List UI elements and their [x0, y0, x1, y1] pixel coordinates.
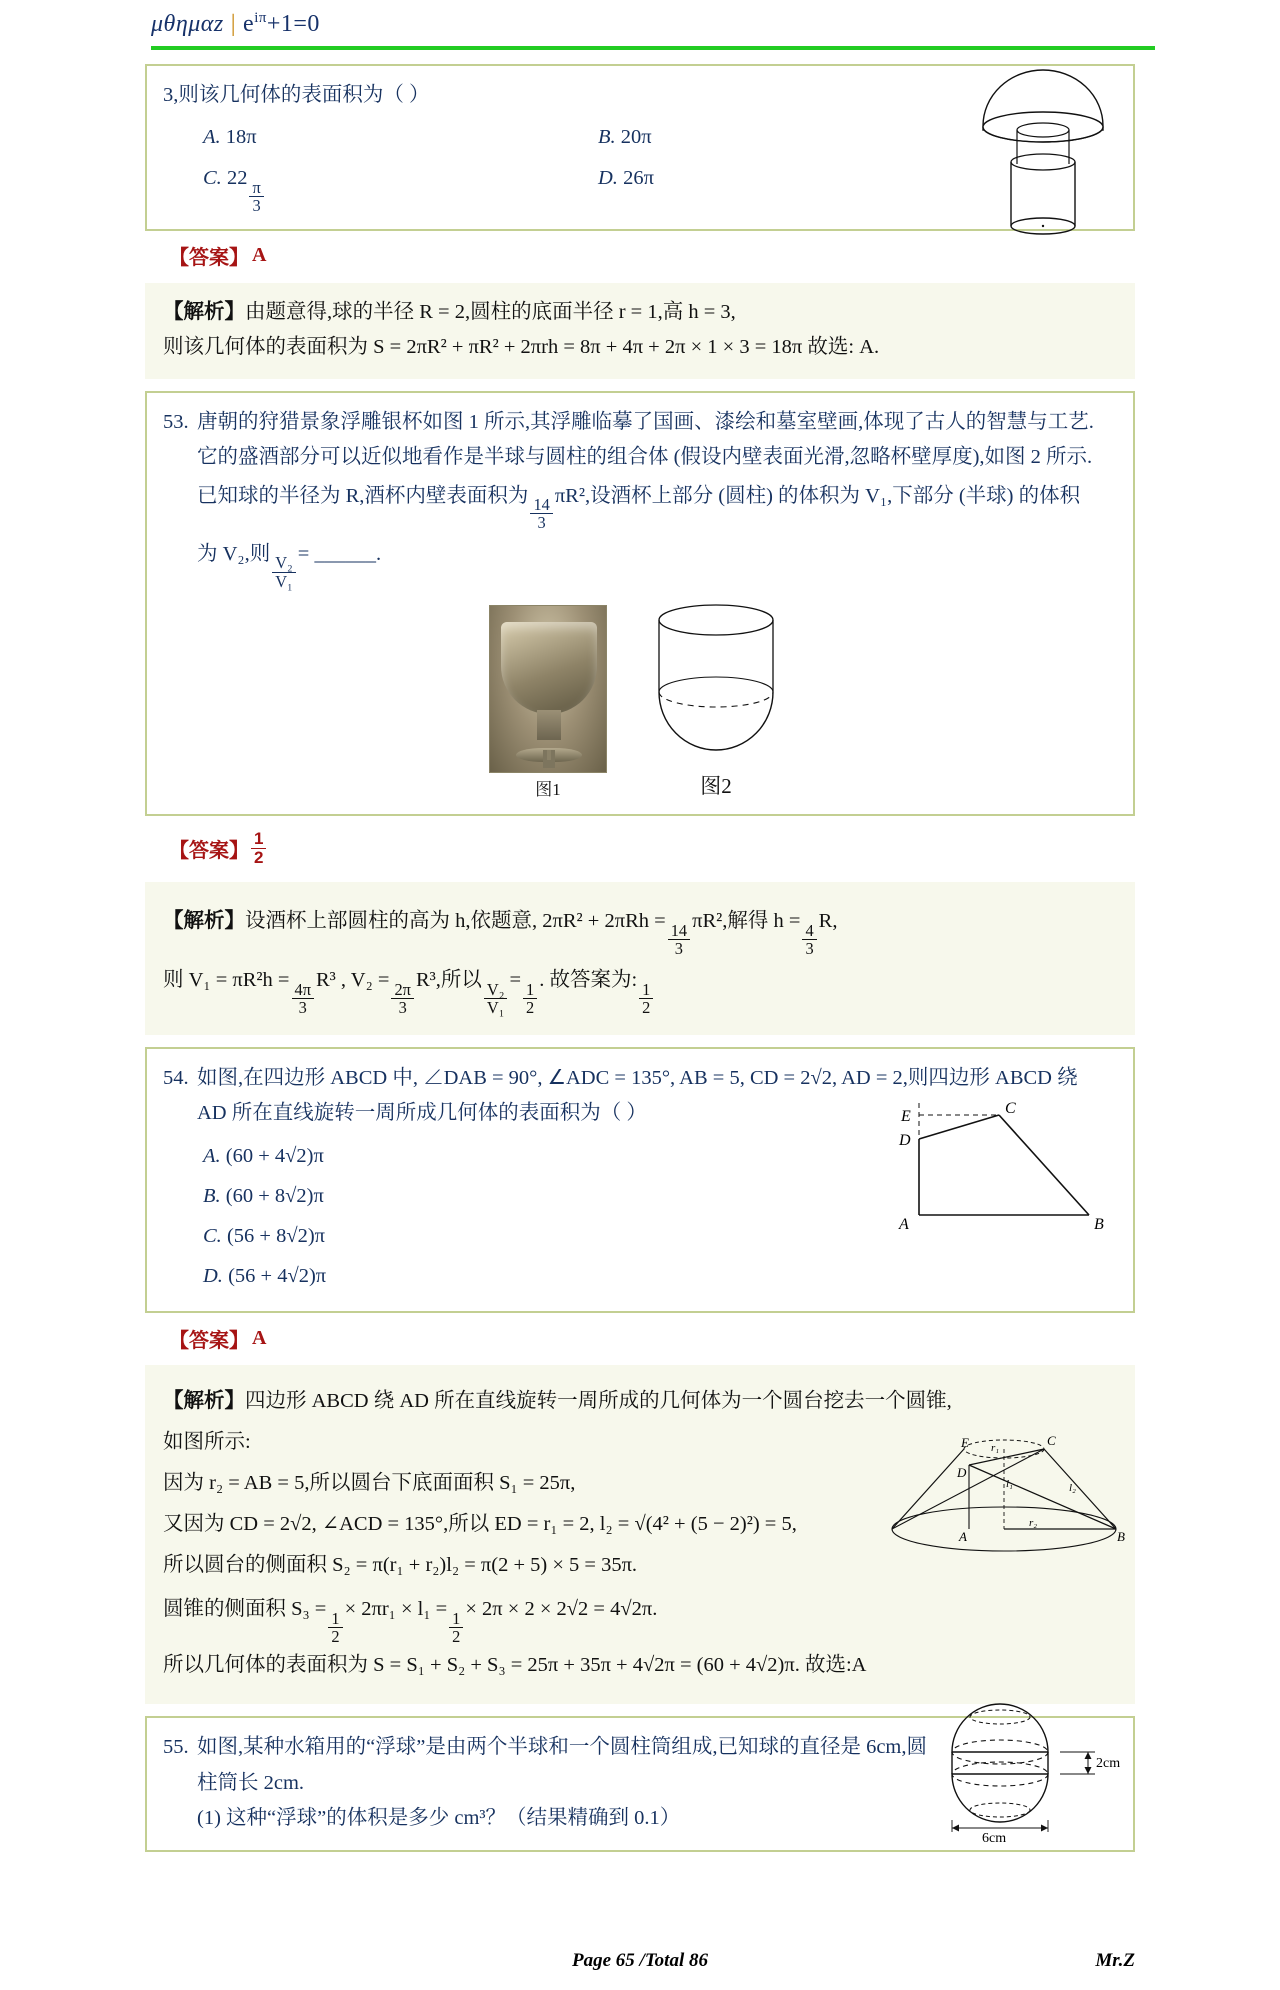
- q52-solution-label: 【解析】: [163, 300, 245, 323]
- q54-sol-label-C: C: [1047, 1433, 1056, 1449]
- question-55-box: [145, 1716, 1135, 1852]
- q54-quadrilateral-figure: [889, 1097, 1119, 1232]
- q54-label-E: E: [901, 1107, 911, 1125]
- q53-figure-1-caption: 图1: [535, 780, 561, 800]
- q54-option-D[interactable]: [163, 1257, 1117, 1297]
- q52-answer: [169, 241, 1135, 271]
- q54-sol-label-A: A: [959, 1529, 967, 1545]
- q54-option-C-label: C.: [203, 1225, 222, 1248]
- q52-solution-line-2: 则该几何体的表面积为 S = 2πR² + πR² + 2πrh = 8π + 4π + 2π × 1 × 3 = 18π 故选: A.: [163, 335, 880, 358]
- q55-float-ball-figure: [920, 1692, 1135, 1842]
- q53-sol-2d: =: [509, 969, 522, 992]
- q53-line-2: [163, 440, 1117, 475]
- q55-line-3: [163, 1801, 913, 1836]
- q54-label-D: D: [899, 1131, 911, 1149]
- q53-sol-frac-4pi-3: $\frac{4\pi}{3}$: [292, 981, 314, 1017]
- question-54-box: [145, 1047, 1135, 1313]
- question-52-box: [145, 64, 1135, 231]
- q52-option-row-1: [163, 117, 933, 158]
- q55-number: 55.: [163, 1736, 189, 1759]
- q54-sol-label-E: E: [961, 1435, 969, 1451]
- q53-sol-frac-v2-v1: $\frac{\text{V₂}}{\text{V₁}}$: [484, 981, 508, 1017]
- q53-figure-2: [641, 600, 791, 800]
- q53-sol-frac-4-3: $\frac{4}{3}$: [802, 922, 816, 958]
- q54-answer-value: A: [252, 1326, 267, 1349]
- q55-line-1: [163, 1730, 927, 1765]
- q52-option-B[interactable]: [588, 117, 652, 158]
- q54-sol-line-1: [163, 1381, 1117, 1422]
- page-footer: [125, 1950, 1155, 1972]
- q53-fraction-14-3: $\frac{14}{3}$: [530, 496, 552, 532]
- q54-solution-label: 【解析】: [163, 1390, 245, 1413]
- q54-option-D-label: D.: [203, 1265, 223, 1288]
- q54-number: 54.: [163, 1066, 189, 1089]
- brand-formula-exponent: iπ: [254, 10, 267, 26]
- brand-title: [125, 10, 1155, 38]
- q55-label-6cm: 6cm: [982, 1831, 1007, 1843]
- q53-sol-frac-14-3: $\frac{14}{3}$: [668, 922, 690, 958]
- q53-sol-2a: 则 V₁ = πR²h =: [163, 969, 290, 992]
- q54-option-C-text: (56 + 8√2)π: [226, 1225, 326, 1248]
- q55-text-1: 如图,某种水箱用的“浮球”是由两个半球和一个圆柱筒组成,已知球的直径是 6cm,圆: [197, 1736, 927, 1759]
- q53-figure-1: [489, 605, 607, 800]
- q55-line-2: [163, 1766, 913, 1801]
- q52-option-A-label: A.: [203, 126, 221, 149]
- q53-fraction-v2-v1: $\frac{\text{V₂}}{\text{V₁}}$: [272, 554, 296, 590]
- q52-option-C-label: C.: [203, 167, 222, 190]
- q53-sol-frac-2pi-3: $\frac{2\pi}{3}$: [391, 981, 413, 1017]
- q53-figures: [163, 600, 1117, 800]
- q54-option-A-text: (60 + 4√2)π: [225, 1145, 324, 1168]
- q53-number: 53.: [163, 411, 189, 434]
- q55-label-2cm: 2cm: [1096, 1756, 1121, 1772]
- q52-option-A[interactable]: [163, 117, 588, 158]
- q53-text-4b: = ______.: [297, 542, 382, 565]
- q52-option-A-text: 18π: [225, 126, 257, 149]
- q53-solution-label: 【解析】: [163, 910, 245, 933]
- q54-sol-label-r2: r₂: [1029, 1517, 1038, 1530]
- q54-answer-label: 【答案】: [169, 1329, 249, 1352]
- q54-sol-line-5: 所以圆台的侧面积 S₂ = π(r₁ + r₂)l₂ = π(2 + 5) × 5 = 35π.: [163, 1554, 638, 1577]
- q53-solution-line-2: [163, 957, 1117, 1016]
- q53-solution-box: [145, 882, 1135, 1035]
- q53-sol-1b: πR²,解得 h =: [692, 910, 801, 933]
- q52-option-D[interactable]: [588, 158, 654, 214]
- q54-label-C: C: [1005, 1099, 1016, 1117]
- q54-sol-frac-1-2b: $\frac{1}{2}$: [449, 1610, 463, 1646]
- q52-solid-figure: [963, 64, 1123, 239]
- q52-option-C-fraction: $\frac{\pi}{3}$: [249, 179, 263, 215]
- q52-option-C-text: 22: [226, 167, 248, 190]
- brand-formula-rest: +1=0: [266, 11, 320, 37]
- q53-solution-line-1: [163, 898, 1117, 957]
- q53-text-3a: 已知球的半径为 R,酒杯内壁表面积为: [197, 484, 529, 507]
- q54-sol-label-l2: l₂: [1069, 1482, 1076, 1495]
- q54-option-A-label: A.: [203, 1145, 221, 1168]
- q54-label-A: A: [899, 1215, 909, 1232]
- q53-sol-2e: . 故答案为:: [539, 969, 638, 992]
- q54-sol-line-3: 因为 r₂ = AB = 5,所以圆台下底面面积 S₁ = 25π,: [163, 1472, 576, 1495]
- header-rule: [151, 46, 1155, 50]
- q54-sol-line-7: 所以几何体的表面积为 S = S₁ + S₂ + S₃ = 25π + 35π + 4√2π = (60 + 4√2)π. 故选:A: [163, 1654, 867, 1677]
- q54-line-1: [163, 1061, 1117, 1096]
- q52-answer-label: 【答案】: [169, 247, 249, 270]
- page-number: Page 65 /Total 86: [572, 1950, 708, 1971]
- q52-option-row-2: [163, 158, 933, 214]
- q54-sol-6a: 圆锥的侧面积 S₃ =: [163, 1598, 327, 1621]
- author-signature: Mr.Z: [1095, 1950, 1135, 1971]
- q54-solution-box: [145, 1365, 1135, 1704]
- q54-option-B-text: (60 + 8√2)π: [225, 1185, 324, 1208]
- quadrilateral-abcd-svg: [889, 1097, 1119, 1232]
- q53-text-4a: 为 V₂,则: [197, 542, 271, 565]
- q55-text-2: 柱筒长 2cm.: [197, 1771, 305, 1794]
- q52-options: [163, 117, 933, 214]
- q53-line-4: [163, 532, 1117, 590]
- q54-sol-text-1: 四边形 ABCD 绕 AD 所在直线旋转一周所成的几何体为一个圆台挖去一个圆锥,: [245, 1390, 952, 1413]
- q53-answer-label: 【答案】: [169, 839, 249, 862]
- q53-sol-1c: R,: [818, 910, 838, 933]
- q54-solution-frustum-figure: [879, 1429, 1129, 1559]
- q54-sol-line-2: 如图所示:: [163, 1431, 251, 1454]
- q54-sol-frac-1-2a: $\frac{1}{2}$: [328, 1610, 342, 1646]
- q52-option-C[interactable]: [163, 158, 588, 214]
- q54-sol-label-D: D: [957, 1465, 967, 1481]
- q53-sol-frac-1-2: $\frac{1}{2}$: [523, 981, 537, 1017]
- q52-solution-text-1: 由题意得,球的半径 R = 2,圆柱的底面半径 r = 1,高 h = 3,: [245, 300, 736, 323]
- q54-sol-6c: × 2π × 2 × 2√2 = 4√2π.: [465, 1598, 658, 1621]
- q54-sol-label-r1: r₁: [991, 1442, 1000, 1455]
- q54-label-B: B: [1094, 1215, 1104, 1232]
- q53-answer: [169, 826, 1135, 870]
- q52-solution-line-1: [163, 295, 1117, 330]
- q53-text-3b: πR²,设酒杯上部分 (圆柱) 的体积为 V₁,下部分 (半球) 的体积: [554, 484, 1081, 507]
- q54-option-B-label: B.: [203, 1185, 221, 1208]
- silver-cup-photo: [489, 605, 607, 773]
- q54-option-D-text: (56 + 4√2)π: [228, 1265, 327, 1288]
- q53-sol-2c: R³,所以: [415, 969, 482, 992]
- document-page: [125, 0, 1155, 1990]
- q52-option-D-label: D.: [598, 167, 618, 190]
- brand-formula-base: e: [243, 11, 255, 37]
- q53-sol-1a: 设酒杯上部圆柱的高为 h,依题意, 2πR² + 2πRh =: [245, 910, 666, 933]
- page-header: [125, 10, 1155, 52]
- q54-text-1: 如图,在四边形 ABCD 中, ∠DAB = 90°, ∠ADC = 135°, AB = 5, CD = 2√2, AD = 2,则四边形 ABCD 绕: [197, 1066, 1078, 1089]
- q54-sol-line-4: 又因为 CD = 2√2, ∠ACD = 135°,所以 ED = r₁ = 2, l₂ = √(4² + (5 − 2)²) = 5,: [163, 1513, 797, 1536]
- q53-line-3: [163, 476, 1117, 532]
- brand-separator: |: [230, 11, 237, 37]
- q54-sol-label-l1: l₁: [1006, 1478, 1013, 1491]
- q53-line-1: [163, 405, 1117, 440]
- float-ball-svg: [920, 1692, 1135, 1842]
- q54-sol-label-B: B: [1117, 1529, 1125, 1545]
- q52-option-D-text: 26π: [623, 167, 654, 190]
- question-53-box: [145, 391, 1135, 816]
- hemisphere-cylinder-svg: [641, 600, 791, 768]
- q52-solution-box: [145, 283, 1135, 380]
- q53-sol-frac-1-2-final: $\frac{1}{2}$: [639, 981, 653, 1017]
- q54-answer: [169, 1323, 1135, 1353]
- q53-sol-2b: R³ , V₂ =: [315, 969, 390, 992]
- q53-text-2: 它的盛酒部分可以近似地看作是半球与圆柱的组合体 (假设内壁表面光滑,忽略杯壁厚度),如图 2 所示.: [197, 446, 1093, 469]
- q53-answer-fraction: $\frac{1}{2}$: [251, 830, 266, 867]
- q52-option-B-label: B.: [598, 126, 616, 149]
- q52-option-B-text: 20π: [620, 126, 652, 149]
- sphere-cylinder-svg: [963, 64, 1123, 239]
- q55-text-3: (1) 这种“浮球”的体积是多少 cm³？（结果精确到 0.1）: [197, 1806, 681, 1829]
- frustum-cone-svg: [879, 1429, 1129, 1559]
- q53-figure-2-caption: 图2: [700, 774, 732, 799]
- q52-answer-value: A: [252, 244, 267, 267]
- q54-sol-line-6: [163, 1586, 1117, 1645]
- q54-sol-6b: × 2πr₁ × l₁ =: [344, 1598, 448, 1621]
- brand-greek: μθημαz: [151, 11, 224, 37]
- q53-text-1: 唐朝的狩猎景象浮雕银杯如图 1 所示,其浮雕临摹了国画、漆绘和墓室壁画,体现了古人的智慧与工艺.: [197, 411, 1094, 434]
- q54-text-2: AD 所在直线旋转一周所成几何体的表面积为（ ）: [197, 1101, 647, 1124]
- q52-stem: 3,则该几何体的表面积为（ ）: [163, 84, 430, 106]
